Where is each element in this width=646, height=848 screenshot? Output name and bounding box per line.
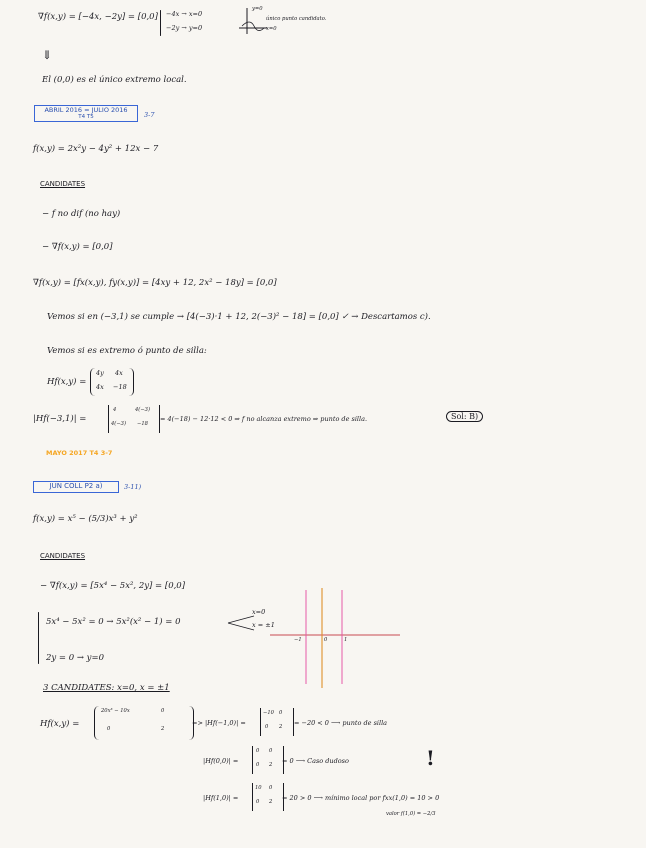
h-1-r1c2: 0 [269,785,273,791]
candidates-title-2: CANDIDATES [40,552,86,560]
det-1-label: |Hf(−3,1)| = [33,414,87,424]
exam-box-line-1: ABRIL 2016 = JULIO 2016 [44,106,128,114]
system-eq-2: 2y = 0 → y=0 [46,653,105,663]
orange-heading: MAYO 2017 T4 3-7 [46,449,113,457]
gradient-equation-2: ∇f(x,y) = [fx(x,y), fy(x,y)] = [4xy + 12, 2x² − 18y] = [0,0] [33,278,277,288]
exam-ref-1: 3-7 [144,111,155,119]
hessian-2-r2c2: 2 [161,726,165,732]
system-sol-2: x = ±1 [252,621,275,629]
det-1-r2c1: 4(−3) [111,421,126,427]
det-1-result: = 4(−18) − 12·12 < 0 ⇒ f no alcanza extremo ⇒ punto de silla. [160,415,368,423]
gradient-equation-1: ∇f(x,y) = [−4x, −2y] = [0,0] [38,12,158,22]
system-sol-1: x=0 [252,608,266,616]
det-1-r2c2: −18 [137,421,148,427]
h-m1-result: = −20 < 0 ⟶ punto de silla [294,719,388,727]
h-1-r2c1: 0 [256,799,260,805]
h-0-label: |Hf(0,0)| = [203,757,239,765]
graph-note: único punto candidato. [266,16,327,22]
graph-label-1: 1 [344,637,348,643]
hessian-2-r2c1: 0 [107,726,111,732]
hessian-2-matrix [94,706,194,740]
h-0-result: = 0 ⟶ Caso dudoso [282,757,349,765]
candidate-lines-graph [268,586,402,690]
h-m1-r1c1: −10 [263,710,274,716]
exclamation-mark: ! [426,746,435,770]
hessian-1-matrix [90,368,134,396]
h-1-value: valor f(1,0) = −2/3 [386,811,436,817]
hessian-1-r2c2: −18 [113,383,127,391]
h-0-r1c2: 0 [269,748,273,754]
h-0-r2c2: 2 [269,762,273,768]
case-1: −4x → x=0 [166,10,203,18]
h-0-r1c1: 0 [256,748,260,754]
h-m1-r2c2: 2 [279,724,283,730]
case-brace [160,10,161,36]
check-line: Vemos si en (−3,1) se cumple → [4(−3)·1 + 12, 2(−3)² − 18] = [0,0] ✓ → Descartamos c). [47,312,431,322]
system-eq-1: 5x⁴ − 5x² = 0 → 5x²(x² − 1) = 0 [46,617,181,627]
h-1-r1c1: 10 [255,785,262,791]
graph-x-label: x=0 [266,26,277,32]
hessian-2-r1c2: 0 [161,708,165,714]
exam-box-line-2: T4 T5 [78,114,94,121]
system-brace [38,612,39,664]
hessian-2-label: Hf(x,y) = [40,719,80,729]
function-2: f(x,y) = x⁵ − (5/3)x³ + y² [33,514,138,524]
candidates-title-1: CANDIDATES [40,180,86,188]
hessian-1-label: Hf(x,y) = [47,377,87,387]
h-1-result: = 20 > 0 ⟶ mínimo local por fxx(1,0) = 10 > 0 [282,794,440,802]
solution-text: Sol: B) [451,412,479,421]
candidates-3: 3 CANDIDATES: x=0, x = ±1 [43,683,170,693]
h-m1-r1c2: 0 [279,710,283,716]
gradient-equation-3: − ∇f(x,y) = [5x⁴ − 5x², 2y] = [0,0] [40,581,186,591]
candidate-item-1: − f no dif (no hay) [42,209,121,219]
exam-ref-box-2 [33,481,119,493]
saddle-question: Vemos si es extremo ó punto de silla: [47,346,207,356]
h-m1-r2c1: 0 [265,724,269,730]
implies-arrow: ⇓ [42,48,53,62]
exam-box-2-text: JUN COLL P2 a) [49,482,103,490]
h-m1-label: => |Hf(−1,0)| = [192,719,246,727]
h-0-r2c1: 0 [256,762,260,768]
h-0-det [252,746,284,774]
graph-label-m1: −1 [294,637,302,643]
solution-box [446,411,483,422]
h-m1-det [260,708,294,736]
graph-label-0: 0 [324,637,328,643]
graph-y-label: y=0 [252,6,263,12]
h-1-label: |Hf(1,0)| = [203,794,239,802]
det-1-r1c1: 4 [113,407,117,413]
h-1-r2c2: 2 [269,799,273,805]
function-1: f(x,y) = 2x²y − 4y² + 12x − 7 [33,144,159,154]
hessian-2-r1c1: 20x³ − 10x [101,708,130,714]
exam-ref-2: 3-11) [124,483,142,491]
case-2: −2y → y=0 [166,24,203,32]
hessian-1-r1c1: 4y [96,369,104,377]
det-1-matrix [108,405,160,433]
candidate-item-2: − ∇f(x,y) = [0,0] [42,242,113,252]
hessian-1-r1c2: 4x [115,369,123,377]
exam-ref-box-1 [34,105,138,122]
det-1-r1c2: 4(−3) [135,407,150,413]
h-1-det [252,783,284,811]
conclusion-1: El (0,0) es el único extremo local. [42,75,187,85]
hessian-1-r2c1: 4x [96,383,104,391]
